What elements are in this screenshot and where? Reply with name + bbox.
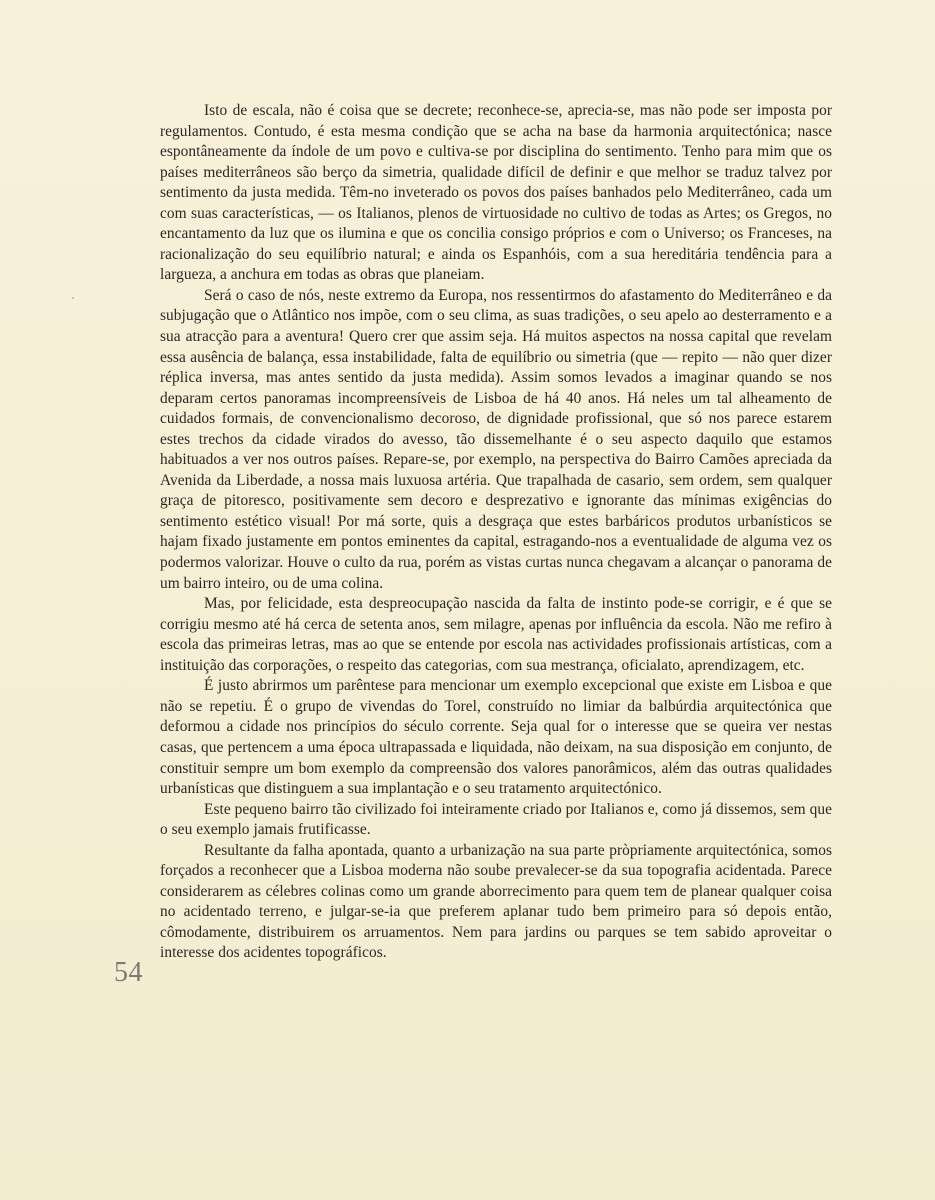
paragraph-5: Este pequeno bairro tão civilizado foi inteiramente criado por Italianos e, como já dissemos, sem que o seu exemplo jamais frutificasse. — [160, 800, 832, 839]
body-text — [160, 101, 832, 964]
page-number: 54 — [114, 957, 143, 988]
paragraph-6: Resultante da falha apontada, quanto a urbanização na sua parte pròpriamente arquitectónica, somos forçados a reconhecer que a Lisboa moderna não soube prevalecer-se da sua topografia acidentada. Parece considerarem as célebres colinas como um grande aborrecimento para quem tem de planear qualquer coisa no acidentado terreno, e julgar-se-ia que preferem aplanar tudo bem primeiro para só depois então, cômodamente, distribuirem os arruamentos. Nem para jardins ou parques se tem sabido aproveitar o interesse dos acidentes topográficos. — [160, 841, 832, 962]
paragraph-4: É justo abrirmos um parêntese para mencionar um exemplo excepcional que existe em Lisboa e que não se repetiu. É o grupo de vivendas do Torel, construído no limiar da balbúrdia arquitectónica que deformou a cidade nos princípios do século corrente. Seja qual for o interesse que se queira ver nestas casas, que pertencem a uma época ultrapassada e liquidada, não deixam, na sua disposição em conjunto, de constituir sempre um bom exemplo da compreensão dos valores panorâmicos, além das outras qualidades urbanísticas que distinguem a sua implantação e o seu tratamento arquitectónico. — [160, 677, 832, 798]
paper-speck — [72, 297, 74, 299]
paragraph-1: Isto de escala, não é coisa que se decrete; reconhece-se, aprecia-se, mas não pode ser imposta por regulamentos. Contudo, é esta mesma condição que se acha na base da harmonia arquitectónica; nasce espontâneamente da índole de um povo e cultiva-se por disciplina do sentimento. Tenho para mim que os países mediterrâneos são berço da simetria, qualidade difícil de definir e que melhor se traduz talvez por sentimento da justa medida. Têm-no inveterado os povos dos países banhados pelo Mediterrâneo, cada um com suas características, — os Italianos, plenos de virtuosidade no cultivo de todas as Artes; os Gregos, no encantamento da luz que os ilumina e que os concilia consigo próprios e com o Universo; os Franceses, na racionalização do seu equilíbrio natural; e ainda os Espanhóis, com a sua hereditária tendência para a largueza, a anchura em todas as obras que planeiam. — [160, 102, 832, 284]
paragraph-2: Será o caso de nós, neste extremo da Europa, nos ressentirmos do afastamento do Mediterrâneo e da subjugação que o Atlântico nos impõe, com o seu clima, as suas tradições, o seu apelo ao desterramento e a sua atracção para a aventura! Quero crer que assim seja. Há muitos aspectos na nossa capital que revelam essa ausência de balança, essa instabilidade, falta de equilíbrio ou simetria (que — repito — não quer dizer réplica inversa, mas antes sentido da justa medida). Assim somos levados a imaginar quando se nos deparam certos panoramas incompreensíveis de Lisboa de há 40 anos. Há neles um tal alheamento de cuidados formais, de convencionalismo decoroso, de dignidade profissional, que só nos parece estarem estes trechos da cidade virados do avesso, tão dissemelhante é o seu aspecto daquilo que estamos habituados a ver nos outros países. Repare-se, por exemplo, na perspectiva do Bairro Camões apreciada da Avenida da Liberdade, a nossa mais luxuosa artéria. Que trapalhada de casario, sem ordem, sem qualquer graça de pitoresco, positivamente sem decoro e desprezativo e ignorante das mínimas exigências do sentimento estético visual! Por má sorte, quis a desgraça que estes barbáricos produtos urbanísticos se hajam fixado justamente em pontos eminentes da capital, estragando-nos a eventualidade de alguma vez os podermos valorizar. Houve o culto da rua, porém as vistas curtas nunca chegavam a alcançar o panorama de um bairro inteiro, ou de uma colina. — [160, 286, 832, 592]
paragraph-3: Mas, por felicidade, esta despreocupação nascida da falta de instinto pode-se corrigir, e é que se corrigiu mesmo até há cerca de setenta anos, sem milagre, apenas por influência da escola. Não me refiro à escola das primeiras letras, mas ao que se entende por escola nas actividades profissionais artísticas, com a instituição das corporações, o respeito das categorias, com sua mestrança, oficialato, aprendizagem, etc. — [160, 595, 832, 674]
